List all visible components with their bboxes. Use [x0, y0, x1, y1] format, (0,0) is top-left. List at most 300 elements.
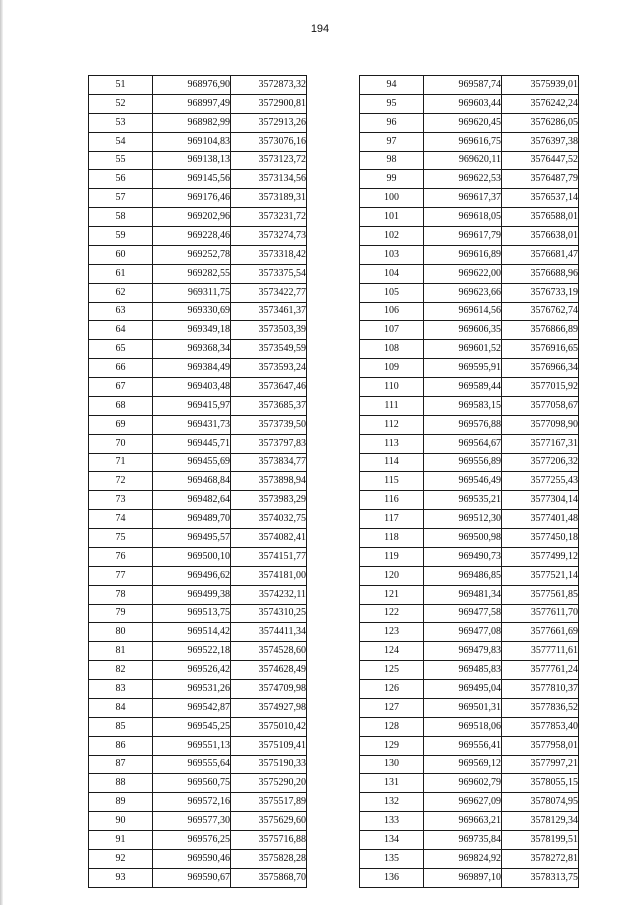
table-row	[89, 453, 307, 472]
point-number-cell: 116	[360, 491, 424, 510]
point-number-cell: 74	[89, 510, 153, 529]
y-coordinate-cell: 3578313,75	[502, 868, 579, 887]
y-coordinate-cell: 3574528,60	[231, 642, 307, 661]
table-row	[89, 415, 307, 434]
x-coordinate-cell: 969602,79	[424, 774, 502, 793]
y-coordinate-cell: 3577958,01	[502, 736, 579, 755]
table-row	[360, 642, 579, 661]
table-row	[360, 604, 579, 623]
point-number-cell: 78	[89, 585, 153, 604]
x-coordinate-cell: 969590,67	[153, 868, 231, 887]
x-coordinate-cell: 969616,75	[424, 132, 502, 151]
point-number-cell: 90	[89, 812, 153, 831]
point-number-cell: 126	[360, 680, 424, 699]
table-row	[89, 151, 307, 170]
point-number-cell: 91	[89, 831, 153, 850]
x-coordinate-cell: 969495,04	[424, 680, 502, 699]
table-row	[89, 793, 307, 812]
table-row	[89, 849, 307, 868]
x-coordinate-cell: 969622,53	[424, 170, 502, 189]
y-coordinate-cell: 3575517,89	[231, 793, 307, 812]
table-row	[360, 717, 579, 736]
table-row	[360, 698, 579, 717]
table-row	[89, 661, 307, 680]
point-number-cell: 127	[360, 698, 424, 717]
point-number-cell: 80	[89, 623, 153, 642]
point-number-cell: 109	[360, 359, 424, 378]
x-coordinate-cell: 969555,64	[153, 755, 231, 774]
point-number-cell: 81	[89, 642, 153, 661]
x-coordinate-cell: 969349,18	[153, 321, 231, 340]
point-number-cell: 107	[360, 321, 424, 340]
point-number-cell: 132	[360, 793, 424, 812]
table-row	[89, 359, 307, 378]
y-coordinate-cell: 3576588,01	[502, 208, 579, 227]
y-coordinate-cell: 3578272,81	[502, 849, 579, 868]
point-number-cell: 66	[89, 359, 153, 378]
y-coordinate-cell: 3576638,01	[502, 227, 579, 246]
y-coordinate-cell: 3573503,39	[231, 321, 307, 340]
x-coordinate-cell: 969499,38	[153, 585, 231, 604]
x-coordinate-cell: 968976,90	[153, 76, 231, 95]
table-row	[89, 434, 307, 453]
point-number-cell: 83	[89, 680, 153, 699]
table-row	[360, 774, 579, 793]
y-coordinate-cell: 3576537,14	[502, 189, 579, 208]
y-coordinate-cell: 3578055,15	[502, 774, 579, 793]
point-number-cell: 129	[360, 736, 424, 755]
point-number-cell: 58	[89, 208, 153, 227]
x-coordinate-cell: 969496,62	[153, 566, 231, 585]
x-coordinate-cell: 969617,79	[424, 227, 502, 246]
point-number-cell: 86	[89, 736, 153, 755]
y-coordinate-cell: 3573898,94	[231, 472, 307, 491]
table-row	[360, 529, 579, 548]
point-number-cell: 85	[89, 717, 153, 736]
y-coordinate-cell: 3576966,34	[502, 359, 579, 378]
y-coordinate-cell: 3573647,46	[231, 378, 307, 397]
x-coordinate-cell: 969522,18	[153, 642, 231, 661]
table-row	[89, 227, 307, 246]
table-row	[89, 491, 307, 510]
table-row	[360, 170, 579, 189]
point-number-cell: 111	[360, 396, 424, 415]
point-number-cell: 115	[360, 472, 424, 491]
y-coordinate-cell: 3573189,31	[231, 189, 307, 208]
table-row	[89, 340, 307, 359]
y-coordinate-cell: 3573983,29	[231, 491, 307, 510]
point-number-cell: 57	[89, 189, 153, 208]
table-row	[360, 453, 579, 472]
point-number-cell: 130	[360, 755, 424, 774]
table-row	[360, 736, 579, 755]
x-coordinate-cell: 969551,13	[153, 736, 231, 755]
y-coordinate-cell: 3576286,05	[502, 113, 579, 132]
y-coordinate-cell: 3577810,37	[502, 680, 579, 699]
y-coordinate-cell: 3574232,11	[231, 585, 307, 604]
point-number-cell: 61	[89, 264, 153, 283]
table-body	[89, 76, 307, 888]
table-row	[89, 113, 307, 132]
x-coordinate-cell: 969455,69	[153, 453, 231, 472]
y-coordinate-cell: 3573797,83	[231, 434, 307, 453]
point-number-cell: 94	[360, 76, 424, 95]
x-coordinate-cell: 969560,75	[153, 774, 231, 793]
point-number-cell: 73	[89, 491, 153, 510]
x-coordinate-cell: 969485,83	[424, 661, 502, 680]
point-number-cell: 54	[89, 132, 153, 151]
point-number-cell: 133	[360, 812, 424, 831]
x-coordinate-cell: 969576,88	[424, 415, 502, 434]
y-coordinate-cell: 3577450,18	[502, 529, 579, 548]
point-number-cell: 65	[89, 340, 153, 359]
y-coordinate-cell: 3577761,24	[502, 661, 579, 680]
point-number-cell: 110	[360, 378, 424, 397]
y-coordinate-cell: 3576487,79	[502, 170, 579, 189]
y-coordinate-cell: 3577499,12	[502, 547, 579, 566]
table-row	[360, 491, 579, 510]
y-coordinate-cell: 3575109,41	[231, 736, 307, 755]
y-coordinate-cell: 3575190,33	[231, 755, 307, 774]
y-coordinate-cell: 3574927,98	[231, 698, 307, 717]
table-row	[360, 680, 579, 699]
point-number-cell: 135	[360, 849, 424, 868]
y-coordinate-cell: 3572913,26	[231, 113, 307, 132]
table-row	[360, 547, 579, 566]
x-coordinate-cell: 969535,21	[424, 491, 502, 510]
point-number-cell: 124	[360, 642, 424, 661]
point-number-cell: 118	[360, 529, 424, 548]
table-row	[89, 717, 307, 736]
y-coordinate-cell: 3577661,69	[502, 623, 579, 642]
table-row	[360, 208, 579, 227]
point-number-cell: 113	[360, 434, 424, 453]
y-coordinate-cell: 3576242,24	[502, 94, 579, 113]
table-row	[360, 793, 579, 812]
y-coordinate-cell: 3577711,61	[502, 642, 579, 661]
point-number-cell: 82	[89, 661, 153, 680]
table-row	[360, 623, 579, 642]
x-coordinate-cell: 969603,44	[424, 94, 502, 113]
x-coordinate-cell: 969518,06	[424, 717, 502, 736]
x-coordinate-cell: 969431,73	[153, 415, 231, 434]
table-row	[360, 868, 579, 887]
x-coordinate-cell: 969104,83	[153, 132, 231, 151]
table-row	[360, 76, 579, 95]
x-coordinate-cell: 969514,42	[153, 623, 231, 642]
point-number-cell: 87	[89, 755, 153, 774]
x-coordinate-cell: 969145,56	[153, 170, 231, 189]
y-coordinate-cell: 3573231,72	[231, 208, 307, 227]
point-number-cell: 71	[89, 453, 153, 472]
y-coordinate-cell: 3573549,59	[231, 340, 307, 359]
table-row	[89, 94, 307, 113]
scan-edge-shadow	[0, 0, 3, 905]
x-coordinate-cell: 969595,91	[424, 359, 502, 378]
y-coordinate-cell: 3574411,34	[231, 623, 307, 642]
y-coordinate-cell: 3576447,52	[502, 151, 579, 170]
table-row	[360, 132, 579, 151]
y-coordinate-cell: 3573593,24	[231, 359, 307, 378]
point-number-cell: 136	[360, 868, 424, 887]
table-row	[89, 604, 307, 623]
table-row	[360, 849, 579, 868]
x-coordinate-cell: 969311,75	[153, 283, 231, 302]
y-coordinate-cell: 3575939,01	[502, 76, 579, 95]
y-coordinate-cell: 3573422,77	[231, 283, 307, 302]
x-coordinate-cell: 969622,00	[424, 264, 502, 283]
y-coordinate-cell: 3577997,21	[502, 755, 579, 774]
y-coordinate-cell: 3576733,19	[502, 283, 579, 302]
x-coordinate-cell: 969252,78	[153, 245, 231, 264]
x-coordinate-cell: 969564,67	[424, 434, 502, 453]
point-number-cell: 97	[360, 132, 424, 151]
table-row	[89, 547, 307, 566]
table-row	[360, 113, 579, 132]
point-number-cell: 84	[89, 698, 153, 717]
table-row	[89, 698, 307, 717]
x-coordinate-cell: 969572,16	[153, 793, 231, 812]
table-row	[360, 396, 579, 415]
table-row	[89, 812, 307, 831]
point-number-cell: 117	[360, 510, 424, 529]
y-coordinate-cell: 3577304,14	[502, 491, 579, 510]
x-coordinate-cell: 969468,84	[153, 472, 231, 491]
x-coordinate-cell: 969576,25	[153, 831, 231, 850]
y-coordinate-cell: 3577611,70	[502, 604, 579, 623]
point-number-cell: 51	[89, 76, 153, 95]
table-row	[89, 170, 307, 189]
x-coordinate-cell: 969500,98	[424, 529, 502, 548]
table-row	[360, 94, 579, 113]
x-coordinate-cell: 969486,85	[424, 566, 502, 585]
table-row	[360, 340, 579, 359]
y-coordinate-cell: 3573076,16	[231, 132, 307, 151]
y-coordinate-cell: 3573739,50	[231, 415, 307, 434]
table-row	[360, 359, 579, 378]
y-coordinate-cell: 3577401,48	[502, 510, 579, 529]
y-coordinate-cell: 3575828,28	[231, 849, 307, 868]
x-coordinate-cell: 969620,11	[424, 151, 502, 170]
table-row	[360, 189, 579, 208]
point-number-cell: 121	[360, 585, 424, 604]
point-number-cell: 93	[89, 868, 153, 887]
y-coordinate-cell: 3577853,40	[502, 717, 579, 736]
point-number-cell: 125	[360, 661, 424, 680]
x-coordinate-cell: 968997,49	[153, 94, 231, 113]
y-coordinate-cell: 3578074,95	[502, 793, 579, 812]
point-number-cell: 75	[89, 529, 153, 548]
table-row	[89, 321, 307, 340]
table-row	[89, 529, 307, 548]
y-coordinate-cell: 3574151,77	[231, 547, 307, 566]
table-row	[360, 264, 579, 283]
x-coordinate-cell: 969735,84	[424, 831, 502, 850]
y-coordinate-cell: 3573134,56	[231, 170, 307, 189]
x-coordinate-cell: 969501,31	[424, 698, 502, 717]
x-coordinate-cell: 969663,21	[424, 812, 502, 831]
point-number-cell: 105	[360, 283, 424, 302]
y-coordinate-cell: 3576866,89	[502, 321, 579, 340]
table-row	[89, 566, 307, 585]
y-coordinate-cell: 3577561,85	[502, 585, 579, 604]
point-number-cell: 53	[89, 113, 153, 132]
point-number-cell: 103	[360, 245, 424, 264]
point-number-cell: 101	[360, 208, 424, 227]
x-coordinate-cell: 969202,96	[153, 208, 231, 227]
point-number-cell: 88	[89, 774, 153, 793]
x-coordinate-cell: 969897,10	[424, 868, 502, 887]
y-coordinate-cell: 3577167,31	[502, 434, 579, 453]
point-number-cell: 64	[89, 321, 153, 340]
point-number-cell: 63	[89, 302, 153, 321]
x-coordinate-cell: 969403,48	[153, 378, 231, 397]
table-row	[360, 755, 579, 774]
point-number-cell: 98	[360, 151, 424, 170]
point-number-cell: 128	[360, 717, 424, 736]
table-row	[89, 642, 307, 661]
x-coordinate-cell: 969531,26	[153, 680, 231, 699]
table-row	[89, 264, 307, 283]
table-row	[89, 774, 307, 793]
x-coordinate-cell: 969512,30	[424, 510, 502, 529]
x-coordinate-cell: 969623,66	[424, 283, 502, 302]
point-number-cell: 134	[360, 831, 424, 850]
x-coordinate-cell: 969589,44	[424, 378, 502, 397]
y-coordinate-cell: 3577255,43	[502, 472, 579, 491]
table-row	[89, 132, 307, 151]
x-coordinate-cell: 969330,69	[153, 302, 231, 321]
x-coordinate-cell: 969824,92	[424, 849, 502, 868]
table-row	[89, 245, 307, 264]
table-row	[89, 283, 307, 302]
y-coordinate-cell: 3576681,47	[502, 245, 579, 264]
y-coordinate-cell: 3577098,90	[502, 415, 579, 434]
y-coordinate-cell: 3575290,20	[231, 774, 307, 793]
table-row	[360, 321, 579, 340]
x-coordinate-cell: 969477,08	[424, 623, 502, 642]
point-number-cell: 96	[360, 113, 424, 132]
point-number-cell: 62	[89, 283, 153, 302]
table-row	[89, 378, 307, 397]
x-coordinate-cell: 969590,46	[153, 849, 231, 868]
table-row	[360, 378, 579, 397]
table-row	[89, 510, 307, 529]
x-coordinate-cell: 969577,30	[153, 812, 231, 831]
point-number-cell: 77	[89, 566, 153, 585]
x-coordinate-cell: 969556,41	[424, 736, 502, 755]
x-coordinate-cell: 969384,49	[153, 359, 231, 378]
x-coordinate-cell: 969545,25	[153, 717, 231, 736]
point-number-cell: 68	[89, 396, 153, 415]
x-coordinate-cell: 969542,87	[153, 698, 231, 717]
x-coordinate-cell: 969490,73	[424, 547, 502, 566]
table-row	[360, 283, 579, 302]
point-number-cell: 114	[360, 453, 424, 472]
y-coordinate-cell: 3574709,98	[231, 680, 307, 699]
y-coordinate-cell: 3577058,67	[502, 396, 579, 415]
x-coordinate-cell: 969282,55	[153, 264, 231, 283]
table-row	[360, 245, 579, 264]
y-coordinate-cell: 3576916,65	[502, 340, 579, 359]
y-coordinate-cell: 3573461,37	[231, 302, 307, 321]
x-coordinate-cell: 969481,34	[424, 585, 502, 604]
x-coordinate-cell: 969620,45	[424, 113, 502, 132]
table-row	[360, 585, 579, 604]
table-row	[360, 302, 579, 321]
coordinate-table-right	[359, 75, 579, 888]
y-coordinate-cell: 3573318,42	[231, 245, 307, 264]
y-coordinate-cell: 3576397,38	[502, 132, 579, 151]
point-number-cell: 79	[89, 604, 153, 623]
x-coordinate-cell: 969526,42	[153, 661, 231, 680]
y-coordinate-cell: 3577521,14	[502, 566, 579, 585]
point-number-cell: 95	[360, 94, 424, 113]
x-coordinate-cell: 969489,70	[153, 510, 231, 529]
table-row	[89, 302, 307, 321]
table-row	[360, 566, 579, 585]
x-coordinate-cell: 969627,09	[424, 793, 502, 812]
point-number-cell: 119	[360, 547, 424, 566]
x-coordinate-cell: 969583,15	[424, 396, 502, 415]
y-coordinate-cell: 3576688,96	[502, 264, 579, 283]
table-row	[360, 472, 579, 491]
table-row	[89, 472, 307, 491]
point-number-cell: 104	[360, 264, 424, 283]
page-number: 194	[310, 23, 330, 35]
point-number-cell: 69	[89, 415, 153, 434]
y-coordinate-cell: 3574082,41	[231, 529, 307, 548]
y-coordinate-cell: 3575629,60	[231, 812, 307, 831]
x-coordinate-cell: 969587,74	[424, 76, 502, 95]
point-number-cell: 122	[360, 604, 424, 623]
point-number-cell: 60	[89, 245, 153, 264]
x-coordinate-cell: 969482,64	[153, 491, 231, 510]
point-number-cell: 99	[360, 170, 424, 189]
point-number-cell: 112	[360, 415, 424, 434]
y-coordinate-cell: 3574628,49	[231, 661, 307, 680]
point-number-cell: 59	[89, 227, 153, 246]
y-coordinate-cell: 3572900,81	[231, 94, 307, 113]
point-number-cell: 56	[89, 170, 153, 189]
table-row	[360, 434, 579, 453]
x-coordinate-cell: 969546,49	[424, 472, 502, 491]
y-coordinate-cell: 3573834,77	[231, 453, 307, 472]
table-row	[360, 415, 579, 434]
table-row	[89, 831, 307, 850]
table-row	[89, 396, 307, 415]
point-number-cell: 55	[89, 151, 153, 170]
table-row	[89, 76, 307, 95]
x-coordinate-cell: 969415,97	[153, 396, 231, 415]
table-row	[89, 623, 307, 642]
x-coordinate-cell: 969617,37	[424, 189, 502, 208]
x-coordinate-cell: 969606,35	[424, 321, 502, 340]
point-number-cell: 106	[360, 302, 424, 321]
point-number-cell: 92	[89, 849, 153, 868]
y-coordinate-cell: 3577836,52	[502, 698, 579, 717]
x-coordinate-cell: 969138,13	[153, 151, 231, 170]
table-row	[360, 510, 579, 529]
y-coordinate-cell: 3578199,51	[502, 831, 579, 850]
point-number-cell: 76	[89, 547, 153, 566]
point-number-cell: 100	[360, 189, 424, 208]
y-coordinate-cell: 3575010,42	[231, 717, 307, 736]
point-number-cell: 108	[360, 340, 424, 359]
y-coordinate-cell: 3575868,70	[231, 868, 307, 887]
y-coordinate-cell: 3573685,37	[231, 396, 307, 415]
y-coordinate-cell: 3577206,32	[502, 453, 579, 472]
